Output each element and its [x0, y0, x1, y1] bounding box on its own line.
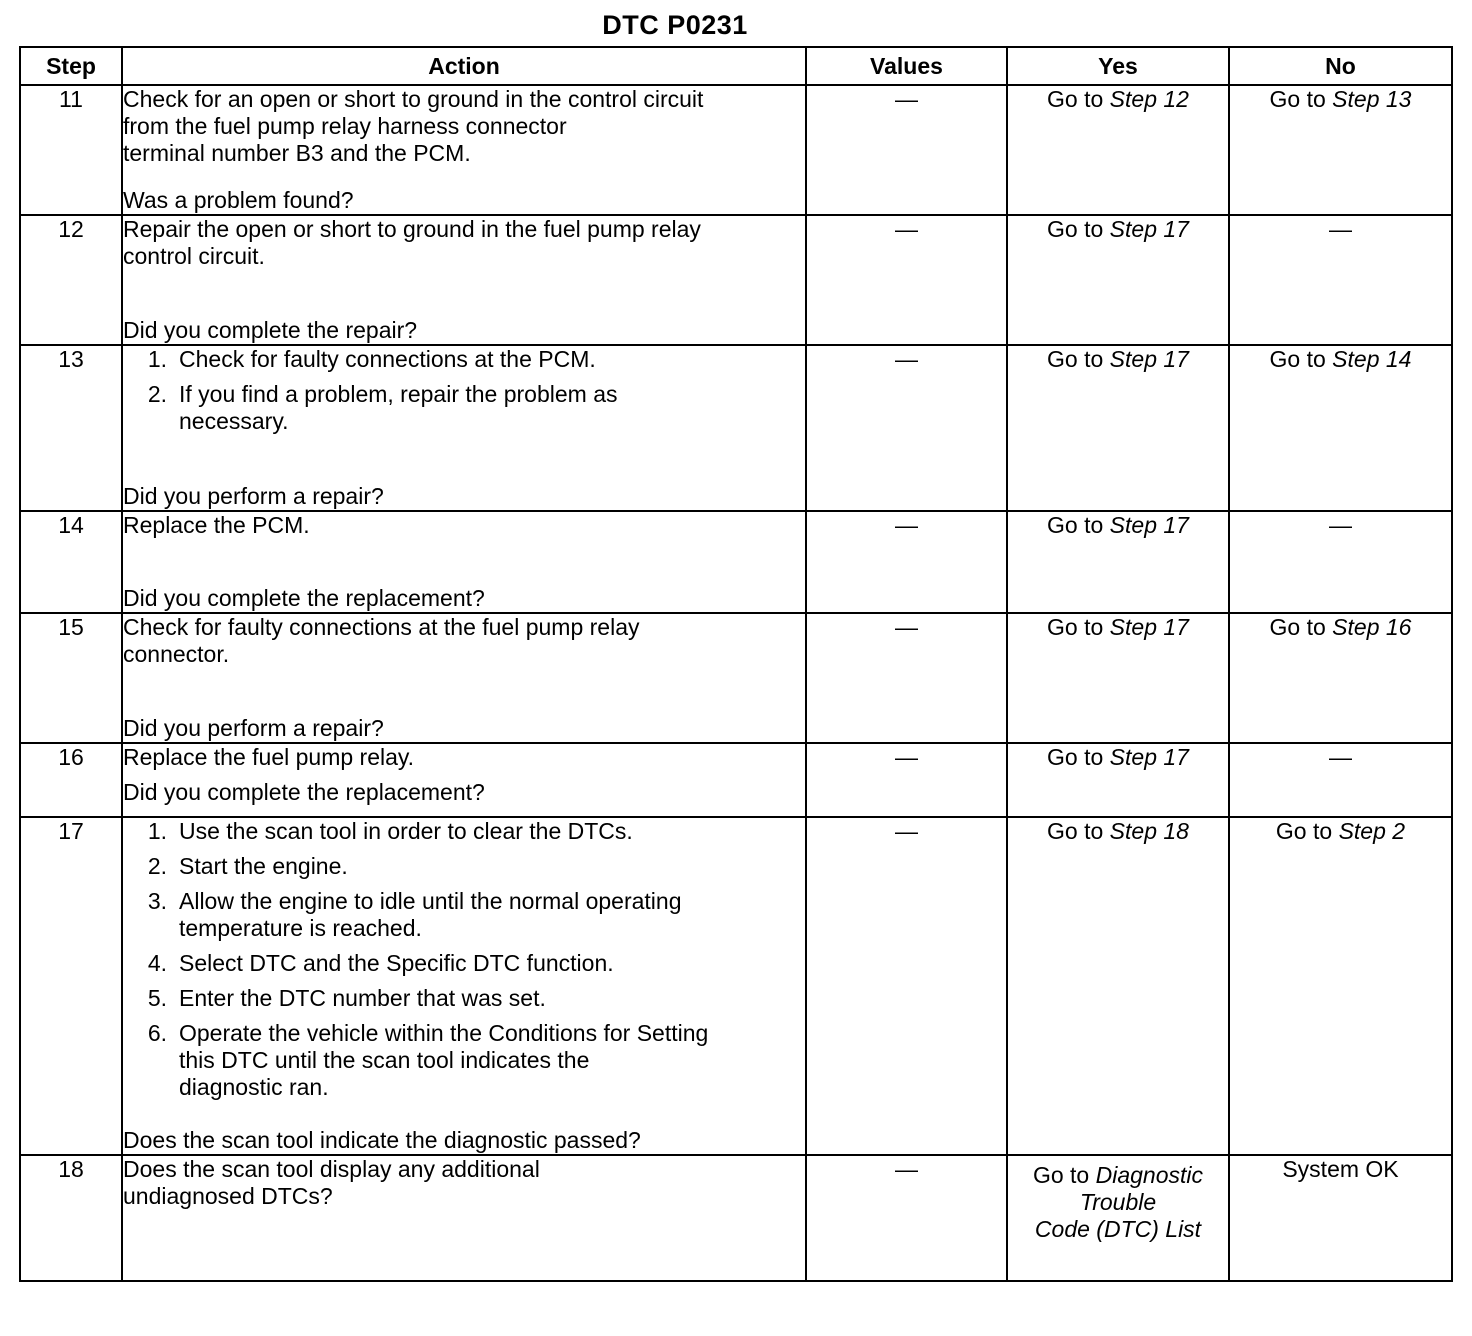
- dtc-list-link[interactable]: Trouble: [1079, 1189, 1157, 1215]
- header-no: No: [1229, 47, 1452, 85]
- step-ref-link[interactable]: Step 17: [1109, 346, 1189, 372]
- header-action: Action: [122, 47, 806, 85]
- action-text: Repair the open or short to ground in the fuel pump relay control circuit.: [123, 216, 701, 269]
- action-question: Did you perform a repair?: [123, 715, 384, 741]
- list-item: 2. If you find a problem, repair the problem as necessary.: [147, 381, 618, 434]
- action-cell: [122, 215, 806, 345]
- yes-cell: Go to Step 17: [1007, 511, 1229, 613]
- values-cell: —: [806, 345, 1007, 511]
- table-row: [20, 215, 1452, 345]
- list-item: 5. Enter the DTC number that was set.: [147, 985, 546, 1011]
- action-cell: [122, 85, 806, 215]
- no-cell: Go to Step 13: [1229, 85, 1452, 215]
- step-ref-link[interactable]: Step 13: [1332, 86, 1412, 112]
- yes-cell: Go to Diagnostic Trouble Code (DTC) List: [1007, 1155, 1229, 1281]
- action-text: Does the scan tool display any additional undiagnosed DTCs?: [123, 1156, 540, 1209]
- no-cell: —: [1229, 511, 1452, 613]
- step-ref-link[interactable]: Step 17: [1109, 744, 1189, 770]
- yes-cell: Go to Step 18: [1007, 817, 1229, 1155]
- step-ref-link[interactable]: Step 17: [1109, 614, 1189, 640]
- table-row: [20, 345, 1452, 511]
- table-row: [20, 511, 1452, 613]
- step-ref-link[interactable]: Step 2: [1338, 818, 1406, 844]
- dtc-list-link[interactable]: Code (DTC) List: [1034, 1216, 1202, 1242]
- yes-cell: Go to Step 17: [1007, 743, 1229, 817]
- step-ref-link[interactable]: Step 12: [1109, 86, 1189, 112]
- list-item: 1. Check for faulty connections at the PCM.: [147, 346, 596, 372]
- no-cell: Go to Step 2: [1229, 817, 1452, 1155]
- list-item: 4. Select DTC and the Specific DTC function.: [147, 950, 614, 976]
- table-row: [20, 817, 1452, 1155]
- action-cell: [122, 1155, 806, 1281]
- diagnostic-table: [19, 46, 1453, 1282]
- action-cell: [122, 743, 806, 817]
- action-cell: [122, 345, 806, 511]
- table-row: [20, 613, 1452, 743]
- step-number: 17: [20, 817, 122, 1155]
- yes-cell: Go to Step 17: [1007, 215, 1229, 345]
- values-cell: —: [806, 743, 1007, 817]
- step-number: 14: [20, 511, 122, 613]
- step-ref-link[interactable]: Step 18: [1109, 818, 1189, 844]
- no-cell: Go to Step 14: [1229, 345, 1452, 511]
- action-text: Replace the fuel pump relay.: [123, 744, 415, 770]
- values-cell: —: [806, 817, 1007, 1155]
- dtc-list-link[interactable]: Diagnostic: [1095, 1162, 1204, 1188]
- yes-cell: Go to Step 17: [1007, 345, 1229, 511]
- header-yes: Yes: [1007, 47, 1229, 85]
- action-question: Did you complete the replacement?: [123, 779, 485, 805]
- header-step: Step: [20, 47, 122, 85]
- step-number: 15: [20, 613, 122, 743]
- step-ref-link[interactable]: Step 16: [1332, 614, 1412, 640]
- header-values: Values: [806, 47, 1007, 85]
- values-cell: —: [806, 1155, 1007, 1281]
- step-number: 16: [20, 743, 122, 817]
- table-row: [20, 85, 1452, 215]
- values-cell: —: [806, 215, 1007, 345]
- step-number: 18: [20, 1155, 122, 1281]
- no-cell: —: [1229, 215, 1452, 345]
- list-item: 1. Use the scan tool in order to clear the DTCs.: [147, 818, 633, 844]
- page-title: DTC P0231: [602, 10, 748, 40]
- yes-cell: Go to Step 12: [1007, 85, 1229, 215]
- no-cell: —: [1229, 743, 1452, 817]
- action-text: Replace the PCM.: [123, 512, 310, 538]
- table-row: [20, 743, 1452, 817]
- values-cell: —: [806, 85, 1007, 215]
- table-row: [20, 1155, 1452, 1281]
- values-cell: —: [806, 613, 1007, 743]
- step-number: 12: [20, 215, 122, 345]
- action-cell: [122, 817, 806, 1155]
- action-question: Was a problem found?: [123, 187, 354, 213]
- no-cell: System OK: [1229, 1155, 1452, 1281]
- action-cell: [122, 613, 806, 743]
- action-question: Does the scan tool indicate the diagnostic passed?: [123, 1127, 641, 1153]
- action-question: Did you complete the repair?: [123, 317, 418, 343]
- list-item: 2. Start the engine.: [147, 853, 348, 879]
- action-text: Check for faulty connections at the fuel pump relay connector.: [123, 614, 640, 667]
- step-number: 13: [20, 345, 122, 511]
- action-list: [123, 346, 805, 443]
- list-item: 3. Allow the engine to idle until the normal operating temperature is reached.: [147, 888, 682, 941]
- step-ref-link[interactable]: Step 14: [1332, 346, 1412, 372]
- list-item: 6. Operate the vehicle within the Conditions for Setting this DTC until the scan tool indicates the diagnostic ran.: [147, 1020, 709, 1100]
- step-number: 11: [20, 85, 122, 215]
- action-cell: [122, 511, 806, 613]
- table-header-row: [20, 47, 1452, 85]
- values-cell: —: [806, 511, 1007, 613]
- yes-cell: Go to Step 17: [1007, 613, 1229, 743]
- action-list: [123, 818, 805, 1109]
- step-ref-link[interactable]: Step 17: [1109, 216, 1189, 242]
- no-cell: Go to Step 16: [1229, 613, 1452, 743]
- action-question: Did you perform a repair?: [123, 483, 384, 509]
- step-ref-link[interactable]: Step 17: [1109, 512, 1189, 538]
- action-text: Check for an open or short to ground in the control circuit from the fuel pump relay harness connector terminal number B3 and the PCM.: [123, 86, 704, 166]
- action-question: Did you complete the replacement?: [123, 585, 485, 611]
